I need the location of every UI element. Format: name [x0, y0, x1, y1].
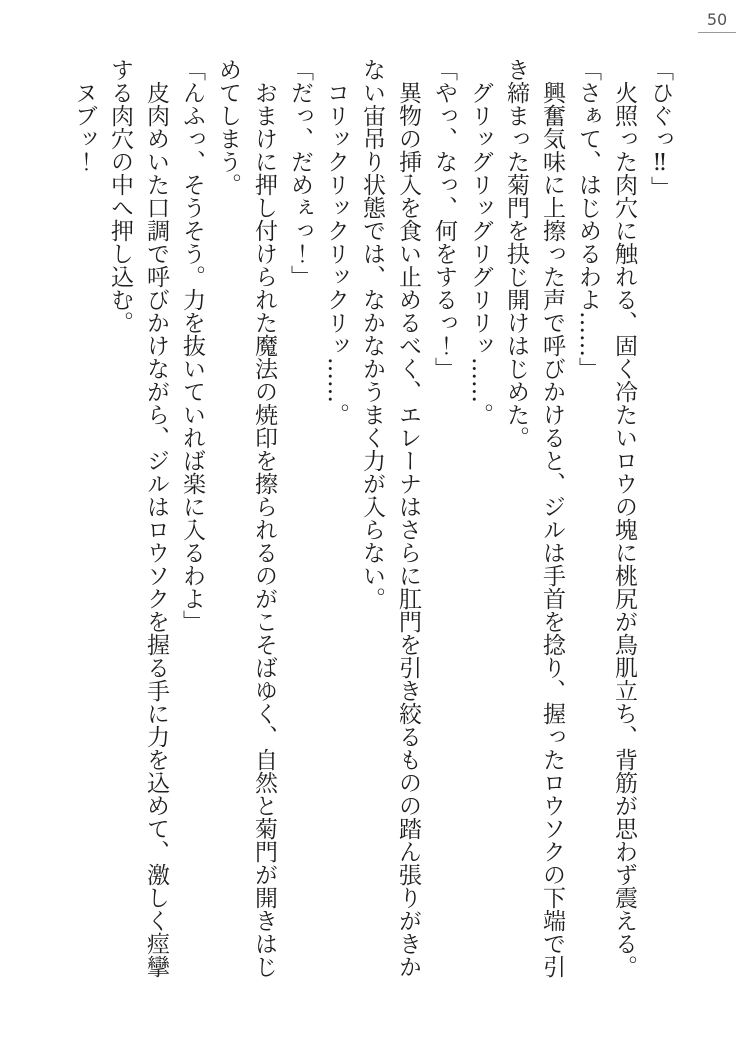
text-line-11: 「だっ、だめぇっ！」	[287, 58, 313, 288]
text-line-7: 「やっ、なっ、何をするっ！」	[431, 58, 457, 380]
page-number-value: 50	[706, 10, 728, 29]
page-number	[698, 10, 736, 33]
text-line-6: グリッグリッグリグリリッ……。	[467, 58, 493, 426]
text-line-16: する肉穴の中へ押し込む。	[107, 58, 133, 334]
text-line-12: おまけに押し付けられた魔法の焼印を擦られるのがこそばゆく、自然と菊門が開きはじ	[251, 58, 277, 978]
text-line-17: ヌブッ！	[71, 58, 97, 173]
text-line-13: めてしまう。	[215, 58, 241, 196]
text-line-9: ない宙吊り状態では、なかなかうまく力が入らない。	[359, 58, 385, 610]
text-line-4: 興奮気味に上擦った声で呼びかけると、ジルは手首を捻り、握ったロウソクの下端で引	[539, 58, 565, 978]
text-line-10: コリックリックリックリッ……。	[323, 58, 349, 426]
text-line-5: き締まった菊門を抉じ開けはじめた。	[503, 58, 529, 449]
text-line-1: 「ひぐっ‼」	[647, 58, 673, 199]
text-line-14: 「んふっ、そうそう。力を抜いていれば楽に入るわよ」	[179, 58, 205, 633]
text-line-2: 火照った肉穴に触れる、固く冷たいロウの塊に桃尻が鳥肌立ち、背筋が思わず震える。	[611, 58, 637, 978]
text-line-8: 異物の挿入を食い止めるべく、エレーナはさらに肛門を引き絞るものの踏ん張りがきか	[395, 58, 421, 978]
text-line-15: 皮肉めいた口調で呼びかけながら、ジルはロウソクを握る手に力を込めて、激しく痙攣	[143, 58, 169, 978]
text-block	[66, 58, 678, 980]
text-line-3: 「さぁて、はじめるわよ……」	[575, 58, 601, 380]
